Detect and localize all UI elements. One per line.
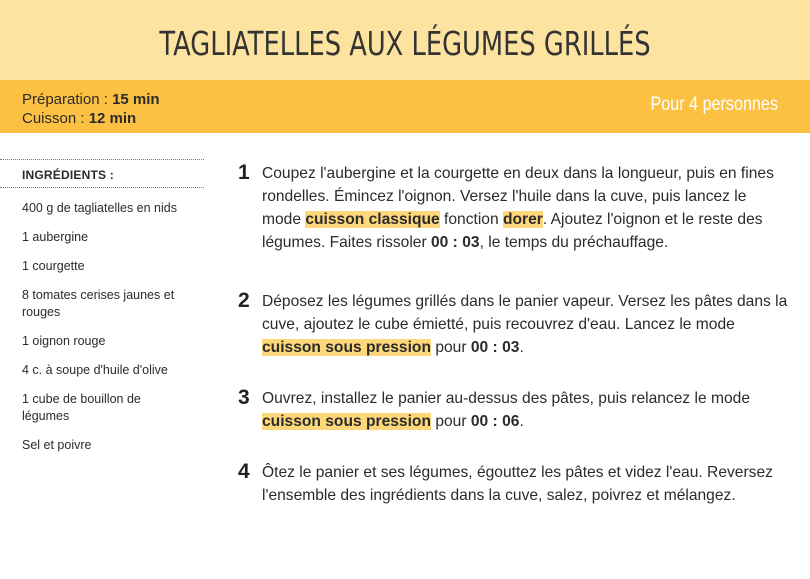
prep-time — [22, 90, 160, 109]
step-number: 4 — [238, 460, 250, 483]
ingredient-item: 1 courgette — [22, 259, 85, 273]
timer-value: 00 : 03 — [470, 339, 520, 356]
title-band — [0, 0, 810, 80]
steps-panel — [238, 162, 798, 507]
ingredient-item: 1 cube de bouillon de légumes — [22, 392, 141, 423]
ingredient-item: 8 tomates cerises jaunes et rouges — [22, 288, 175, 319]
ingredients-header: INGRÉDIENTS : — [22, 168, 114, 182]
step-text-part: fonction — [439, 211, 503, 228]
step-number: 3 — [238, 386, 250, 409]
step-text-part: . — [519, 339, 524, 356]
step-2 — [238, 290, 797, 359]
step-text-part: Coupez l'aubergine et la courgette en deux dans la longueur, puis en fines rondelles. Émincez l'oignon. Versez l'huile dans la cuve, puis lancez le mode — [262, 165, 774, 228]
ingredients-panel — [0, 159, 204, 454]
step-text — [262, 162, 787, 254]
ingredient-item: 400 g de tagliatelles en nids — [22, 201, 177, 215]
ingredient-item: 1 aubergine — [22, 230, 89, 244]
prep-value: 15 min — [112, 91, 160, 108]
timer-value: 00 : 06 — [470, 413, 520, 430]
step-text — [262, 290, 797, 359]
ingredients-header-rule — [0, 187, 204, 188]
step-number: 2 — [238, 289, 250, 312]
prep-label: Préparation : — [22, 91, 113, 108]
info-band — [0, 80, 810, 133]
cook-value: 12 min — [88, 110, 137, 127]
cook-time — [22, 109, 160, 128]
step-text — [262, 387, 797, 433]
function-highlight: dorer — [502, 211, 543, 228]
step-text-part: Ouvrez, installez le panier au-dessus des pâtes, puis relancez le mode — [262, 390, 750, 407]
mode-highlight: cuisson classique — [305, 211, 440, 228]
step-text-part: pour — [430, 413, 471, 430]
step-4 — [238, 461, 797, 507]
step-text-part: Déposez les légumes grillés dans le panier vapeur. Versez les pâtes dans la cuve, ajoutez le cube émietté, puis recouvrez d'eau. Lancez le mode — [262, 293, 788, 333]
cook-label: Cuisson : — [22, 110, 89, 127]
step-text-part: pour — [430, 339, 471, 356]
ingredient-item: 1 oignon rouge — [22, 334, 106, 348]
ingredients-list — [0, 200, 204, 454]
ingredient-item: 4 c. à soupe d'huile d'olive — [22, 363, 168, 377]
ingredient-item: Sel et poivre — [22, 438, 92, 452]
servings: Pour 4 personnes — [650, 94, 778, 115]
step-text-part: . Ajoutez l'oignon et le reste des légumes. Faites rissoler — [262, 211, 763, 251]
step-text: Ôtez le panier et ses légumes, égouttez les pâtes et videz l'eau. Reversez l'ensemble des ingrédients dans la cuve, salez, poivrez et mélangez. — [262, 464, 773, 504]
times-block — [22, 90, 160, 128]
step-text-part: . — [519, 413, 524, 430]
mode-highlight: cuisson sous pression — [262, 413, 431, 430]
step-number: 1 — [238, 161, 250, 184]
mode-highlight: cuisson sous pression — [262, 339, 431, 356]
timer-value: 00 : 03 — [431, 234, 480, 251]
step-1 — [238, 162, 787, 254]
recipe-title: TAGLIATELLES AUX LÉGUMES GRILLÉS — [159, 24, 651, 63]
step-text-part: , le temps du préchauffage. — [479, 234, 669, 251]
step-3 — [238, 387, 797, 433]
